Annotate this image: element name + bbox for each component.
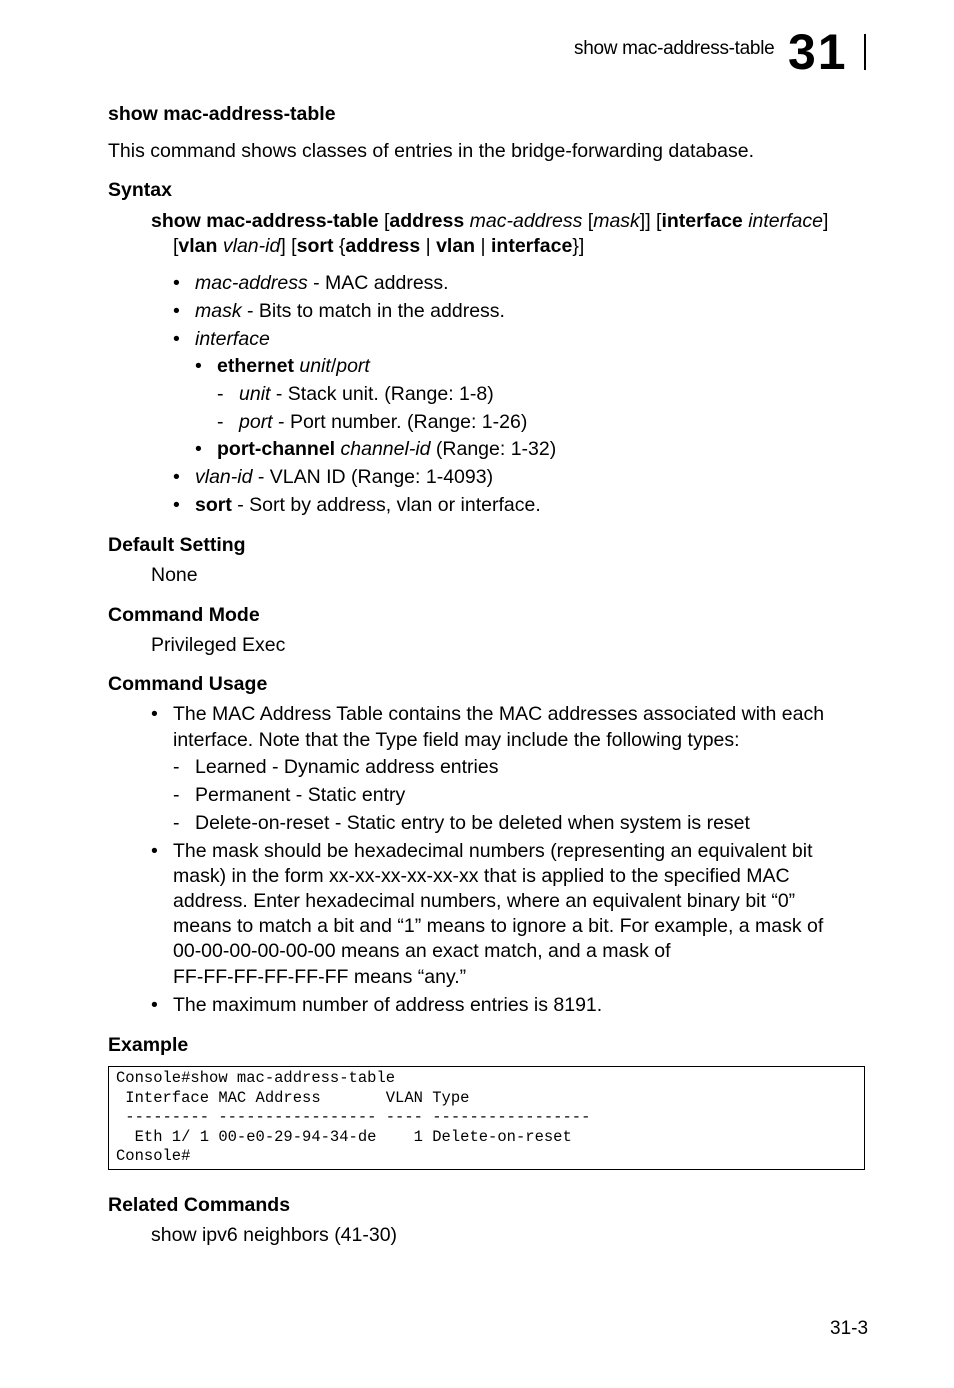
page-number: 31-3	[830, 1318, 869, 1339]
usage-sub-item: Delete-on-reset - Static entry to be deleted when system is reset	[195, 812, 750, 834]
dash: -	[217, 411, 224, 433]
param-port-channel: port-channel channel-id (Range: 1-32)	[217, 438, 557, 460]
param-port: port - Port number. (Range: 1-26)	[239, 411, 528, 433]
chapter-divider	[864, 34, 866, 70]
default-setting-heading: Default Setting	[108, 534, 246, 556]
bullet: •	[173, 466, 180, 488]
param-mac-address: mac-address - MAC address.	[195, 272, 449, 294]
running-header: show mac-address-table	[574, 38, 775, 59]
related-commands-heading: Related Commands	[108, 1194, 291, 1216]
section-title: show mac-address-table	[108, 103, 336, 125]
usage-text: 00-00-00-00-00-00 means an exact match, and a mask of	[173, 940, 671, 962]
usage-text: address. Enter hexadecimal numbers, where an equivalent binary bit “0”	[173, 890, 796, 912]
example-code: Console#show mac-address-table Interface MAC Address VLAN Type --------- ----------------- ---- ----------------- Eth 1/ 1 00-e0-29-94-34-de 1 Delete-on-reset Console#	[116, 1069, 591, 1165]
default-setting-value: None	[151, 564, 198, 586]
bullet: •	[173, 328, 180, 350]
bullet: •	[151, 994, 158, 1016]
param-mask: mask - Bits to match in the address.	[195, 300, 505, 322]
bullet: •	[151, 840, 158, 862]
command-usage-heading: Command Usage	[108, 673, 268, 695]
param-sort: sort - Sort by address, vlan or interface.	[195, 494, 541, 516]
dash: -	[217, 383, 224, 405]
bullet: •	[195, 355, 202, 377]
bullet: •	[151, 703, 158, 725]
command-mode-heading: Command Mode	[108, 604, 260, 626]
bullet: •	[195, 438, 202, 460]
usage-text: mask) in the form xx-xx-xx-xx-xx-xx that is applied to the specified MAC	[173, 865, 790, 887]
usage-text: FF-FF-FF-FF-FF-FF means “any.”	[173, 966, 467, 988]
dash: -	[173, 812, 180, 834]
bullet: •	[173, 272, 180, 294]
dash: -	[173, 756, 180, 778]
related-command-link: show ipv6 neighbors (41-30)	[151, 1224, 398, 1246]
example-heading: Example	[108, 1034, 189, 1056]
bullet: •	[173, 494, 180, 516]
intro-text: This command shows classes of entries in the bridge-forwarding database.	[108, 140, 754, 162]
param-interface: interface	[195, 328, 270, 350]
usage-text: interface. Note that the Type field may include the following types:	[173, 729, 740, 751]
param-unit: unit - Stack unit. (Range: 1-8)	[239, 383, 494, 405]
usage-text: means to match a bit and “1” means to ignore a bit. For example, a mask of	[173, 915, 824, 937]
usage-sub-item: Permanent - Static entry	[195, 784, 406, 806]
usage-text: The maximum number of address entries is 8191.	[173, 994, 603, 1016]
usage-text: The MAC Address Table contains the MAC addresses associated with each	[173, 703, 825, 725]
syntax-line-2: [vlan vlan-id] [sort {address | vlan | interface}]	[173, 235, 585, 257]
chapter-number: 31	[788, 24, 848, 80]
usage-text: The mask should be hexadecimal numbers (representing an equivalent bit	[173, 840, 813, 862]
param-ethernet: ethernet unit/port	[217, 355, 370, 377]
syntax-heading: Syntax	[108, 179, 172, 201]
dash: -	[173, 784, 180, 806]
usage-sub-item: Learned - Dynamic address entries	[195, 756, 499, 778]
syntax-line-1: show mac-address-table [address mac-address [mask]] [interface interface]	[151, 210, 829, 232]
command-mode-value: Privileged Exec	[151, 634, 286, 656]
param-vlan-id: vlan-id - VLAN ID (Range: 1-4093)	[195, 466, 494, 488]
bullet: •	[173, 300, 180, 322]
